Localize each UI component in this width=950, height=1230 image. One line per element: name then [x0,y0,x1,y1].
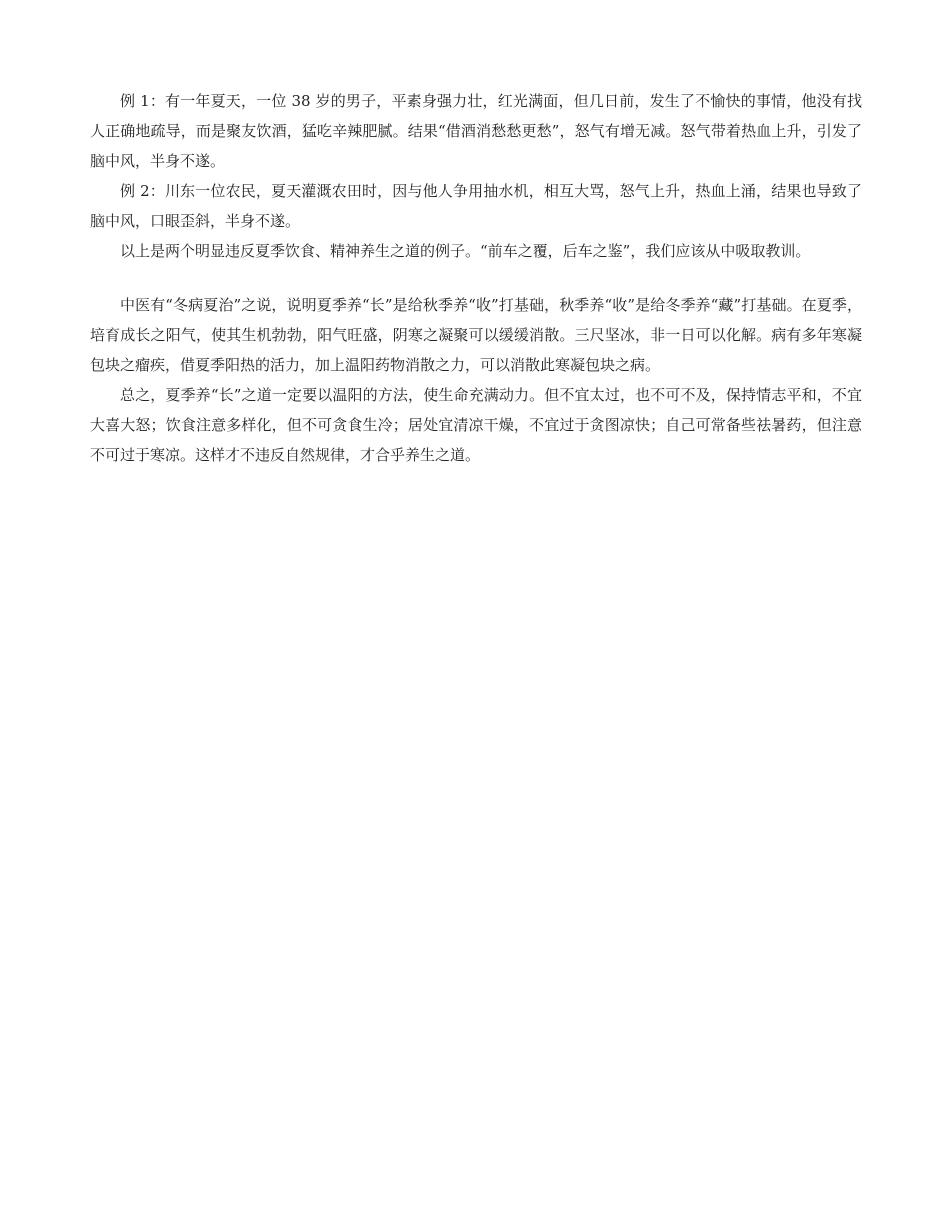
paragraph-example-1: 例 1：有一年夏天，一位 38 岁的男子，平素身强力壮，红光满面，但几日前，发生了不愉快的事情，他没有找人正确地疏导，而是聚友饮酒，猛吃辛辣肥腻。结果“借酒消愁愁更愁”，怒气有增无减。怒气带着热血上升，引发了脑中风，半身不遂。 [90,92,862,170]
document-body [90,86,862,470]
paragraph-lesson: 以上是两个明显违反夏季饮食、精神养生之道的例子。“前车之覆，后车之鉴”，我们应该从中吸取教训。 [120,242,811,260]
paragraph-conclusion: 总之，夏季养“长”之道一定要以温阳的方法，使生命充满动力。但不宜太过，也不可不及，保持情志平和，不宜大喜大怒；饮食注意多样化，但不可贪食生冷；居处宜清凉干燥，不宜过于贪图凉快；自己可常备些祛暑药，但注意不可过于寒凉。这样才不违反自然规律，才合乎养生之道。 [90,386,862,464]
paragraph-example-2: 例 2：川东一位农民，夏天灌溉农田时，因与他人争用抽水机，相互大骂，怒气上升，热血上涌，结果也导致了脑中风，口眼歪斜，半身不遂。 [90,182,862,230]
paragraph-winter-disease-summer-treatment: 中医有“冬病夏治”之说，说明夏季养“长”是给秋季养“收”打基础，秋季养“收”是给冬季养“藏”打基础。在夏季，培育成长之阳气，使其生机勃勃，阳气旺盛，阴寒之凝聚可以缓缓消散。三尺坚冰，非一日可以化解。病有多年寒凝包块之瘤疾，借夏季阳热的活力，加上温阳药物消散之力，可以消散此寒凝包块之病。 [90,296,862,374]
paragraph-gap [90,266,862,290]
